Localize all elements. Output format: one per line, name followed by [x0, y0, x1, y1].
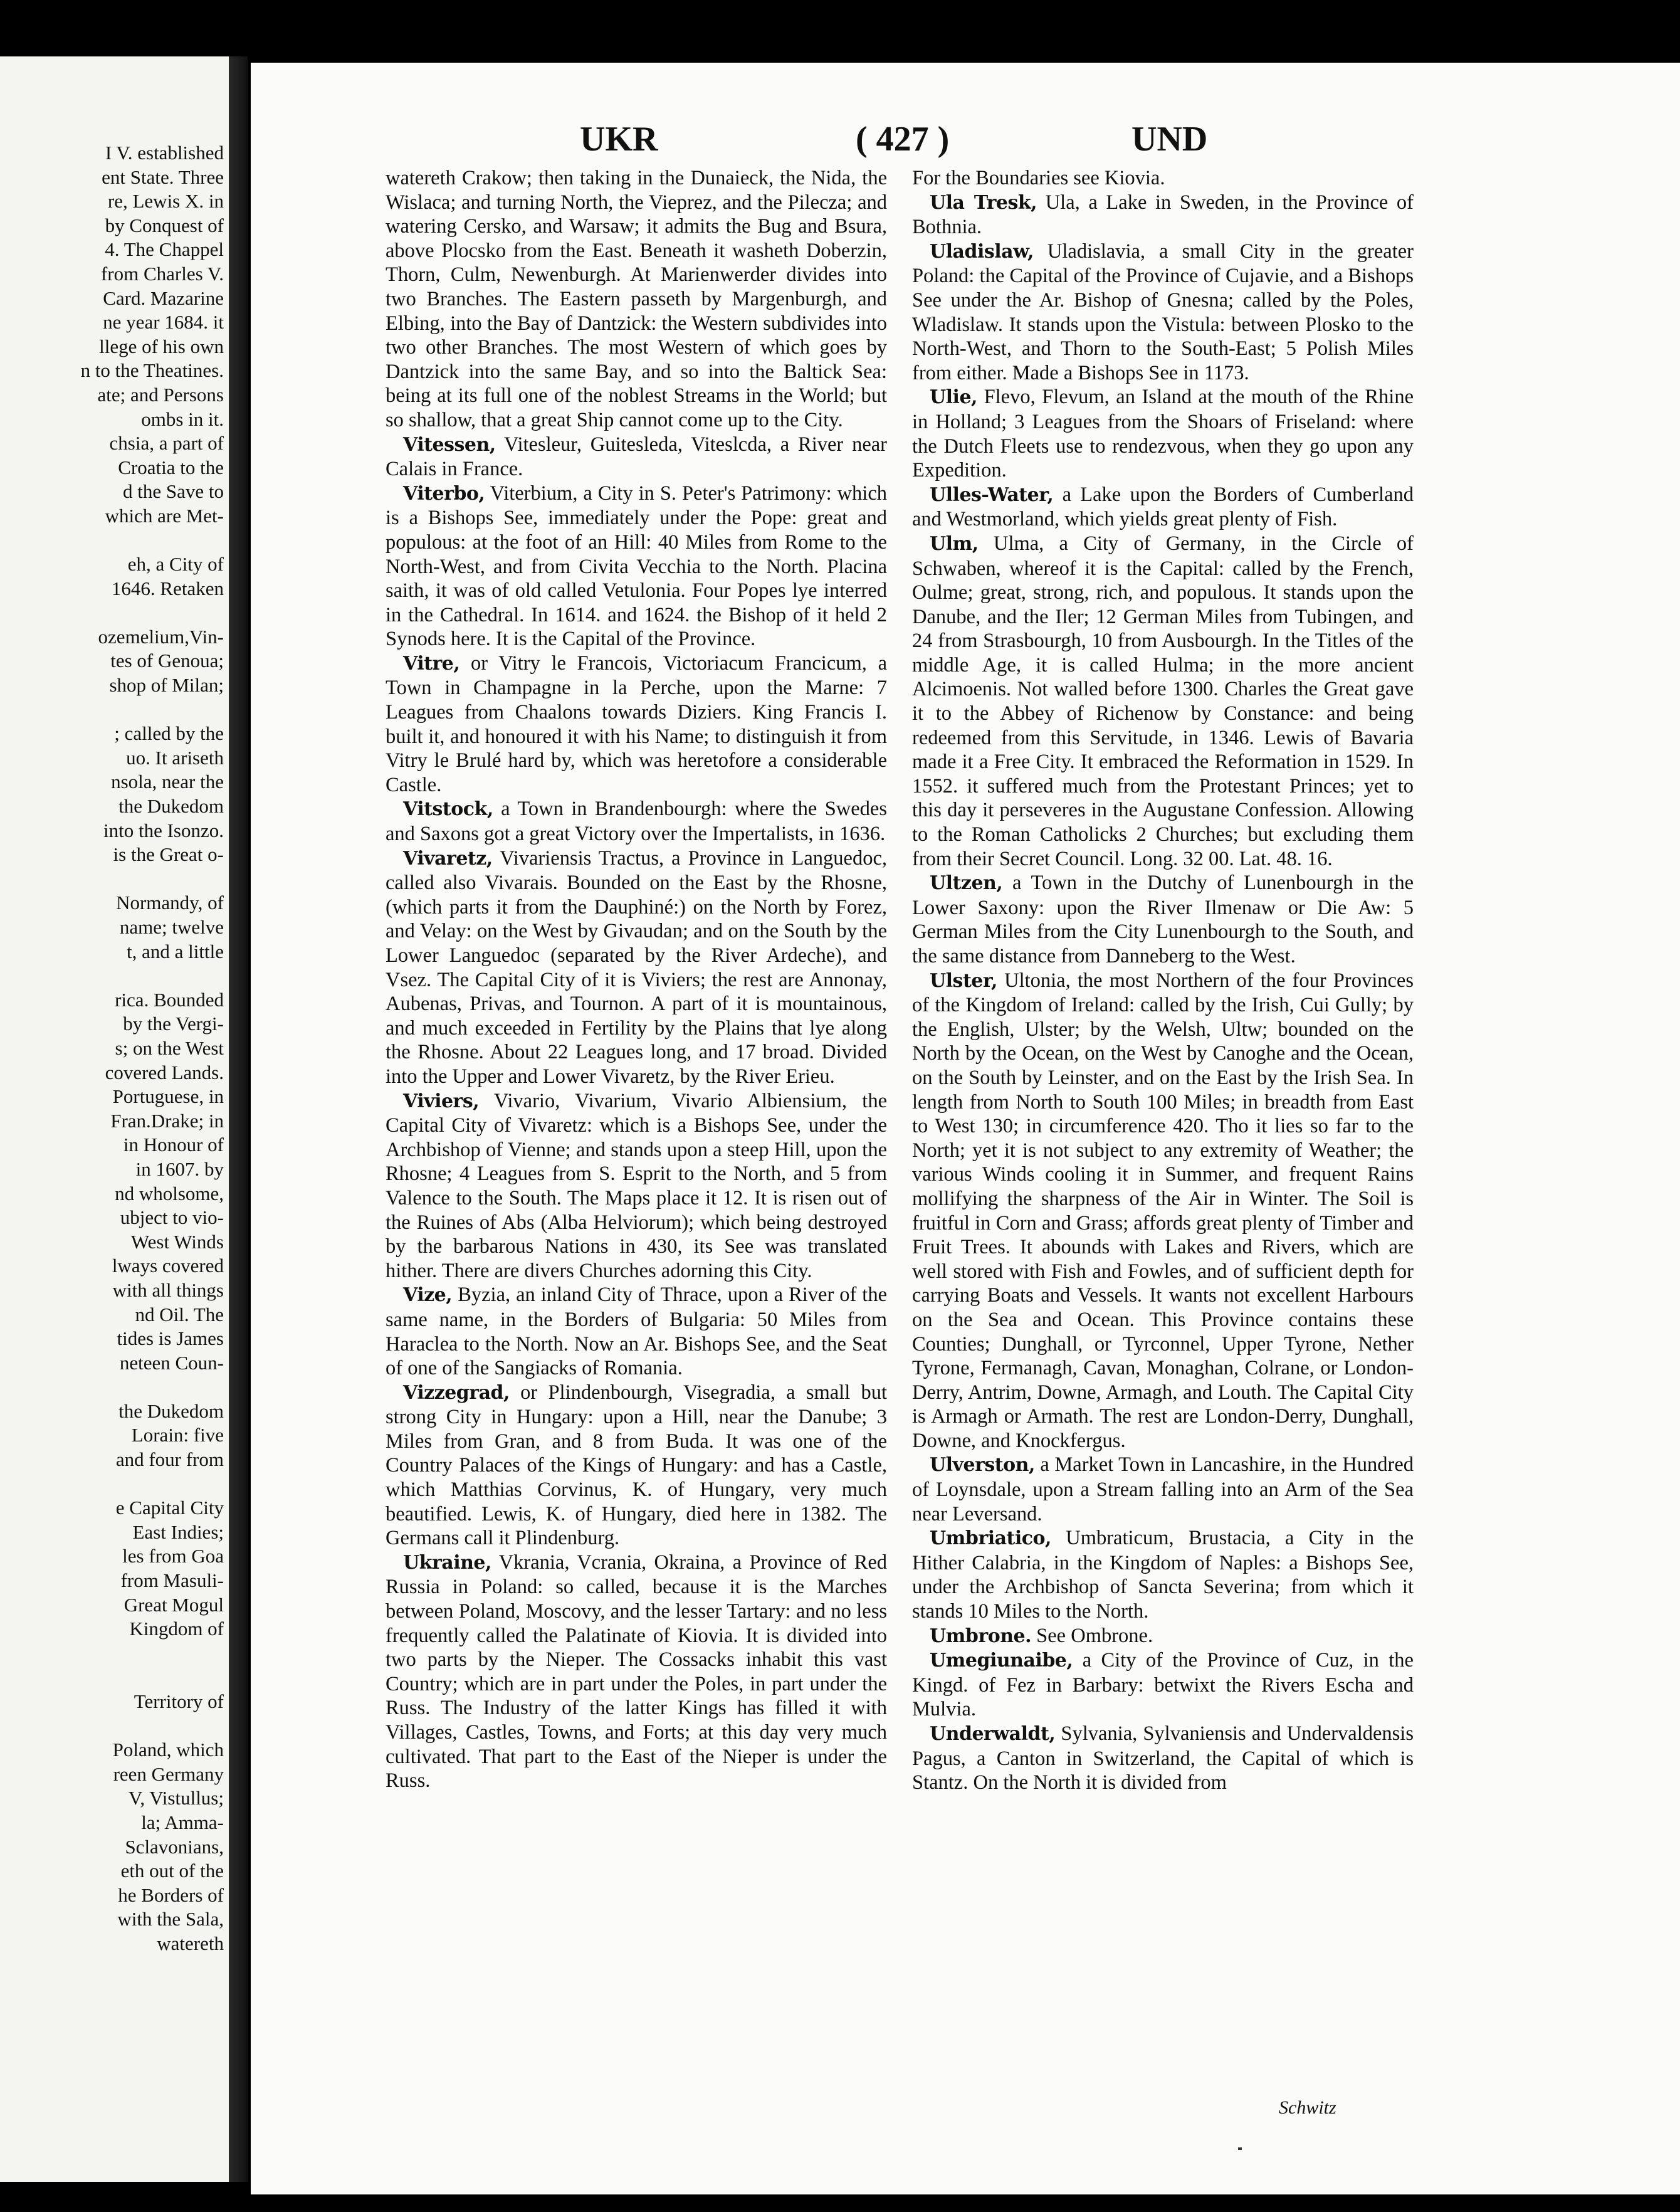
entry-headword: Umegiunaibe,	[930, 1650, 1073, 1672]
dictionary-entry	[912, 1648, 1414, 1722]
entry-text: Vivariensis Tractus, a Province in Languedoc, called also Vivarais. Bounded on the East by the Rhosne, (which parts it from the Dauphiné:) on the North by Forez, and Velay: on the West by Givaudan; and on the South by the Lower Languedoc (separated by the River Ardeche), and Vsez. The Capital City of it is Viviers; the rest are Annonay, Aubenas, Privas, and Tournon. A part of it is mountainous, and much exceeded in Fertility by the Plains that lye along the Rhosne. About 22 Leagues long, and 17 broad. Divided into the Upper and Lower Vivaretz, by the River Erieu.	[386, 846, 887, 1088]
entry-text: Umbraticum, Brustacia, a City in the Hither Calabria, in the Kingdom of Naples: a Bishops See, under the Archbishop of Sancta Severina; from which it stands 10 Miles to the North.	[912, 1527, 1414, 1623]
facing-page-line	[8, 1665, 224, 1690]
facing-page-line: with all things	[112, 1278, 224, 1301]
facing-page-line: Kingdom of	[129, 1618, 224, 1640]
facing-page-line: n to the Theatines.	[80, 359, 224, 382]
facing-page-line	[8, 1472, 224, 1497]
facing-page-line: Territory of	[134, 1690, 224, 1712]
facing-page-line: rica. Bounded	[115, 988, 224, 1011]
running-head-left: UKR	[580, 120, 658, 159]
facing-page-line: from Charles V.	[100, 262, 224, 285]
dictionary-entry	[386, 433, 887, 482]
dictionary-entry	[386, 1283, 887, 1380]
entry-text: Uladislavia, a small City in the greater Poland: the Capital of the Province of Cujavie, and a Bishops See under the Ar. Bishop of Gnesna; called by the Poles, Wladislaw. It stands upon the Vistula: between Plosko to the North-West, and Thorn to the South-East; 5 Polish Miles from either. Made a Bishops See in 1173.	[912, 240, 1414, 384]
entry-text: a Market Town in Lancashire, in the Hundred of Loynsdale, upon a Stream falling into an Arm of the Sea near Leversand.	[912, 1453, 1414, 1525]
entry-headword: Underwaldt,	[930, 1723, 1056, 1745]
text-column-left	[386, 166, 887, 1793]
facing-page-line: lways covered	[112, 1255, 224, 1277]
dictionary-entry	[912, 385, 1414, 482]
entry-text: Vitesleur, Guitesleda, Viteslcda, a River near Calais in France.	[386, 433, 887, 481]
dictionary-entry	[912, 532, 1414, 871]
facing-page-line: Portuguese, in	[112, 1085, 224, 1108]
dictionary-entry	[386, 797, 887, 846]
running-head-right: UND	[1131, 120, 1208, 159]
facing-page-line: eth out of the	[120, 1860, 224, 1882]
entry-headword: Uladislaw,	[930, 240, 1034, 263]
facing-page-line: nd wholsome,	[115, 1182, 224, 1204]
facing-page-fragment	[0, 56, 229, 2182]
facing-page-line: les from Goa	[122, 1545, 224, 1567]
facing-page-line: Card. Mazarine	[103, 287, 224, 309]
facing-page-line: Great Mogul	[123, 1593, 224, 1616]
facing-page-line	[8, 601, 224, 625]
facing-page-line: tides is James	[117, 1327, 224, 1350]
facing-page-line: he Borders of	[118, 1883, 224, 1906]
facing-page-line: into the Isonzo.	[103, 819, 224, 841]
facing-page-line: ozemelium,Vin-	[98, 625, 224, 648]
facing-page-line: with the Sala,	[117, 1908, 224, 1930]
running-header	[251, 119, 1680, 169]
dictionary-entry	[912, 191, 1414, 240]
facing-page-line: Croatia to the	[118, 456, 224, 478]
entry-text: Byzia, an inland City of Thrace, upon a River of the same name, in the Borders of Bulgaria: 50 Miles from Haraclea to the North. Now an Ar. Bishops See, and the Seat of one of the Sangiacks of Romania.	[386, 1283, 887, 1380]
facing-page-line: neteen Coun-	[119, 1351, 224, 1374]
catchword: Schwitz	[1279, 2097, 1336, 2118]
facing-page-line: e Capital City	[115, 1497, 224, 1519]
facing-page-line: Normandy, of	[116, 892, 224, 914]
entry-text: See Ombrone.	[1031, 1624, 1153, 1647]
facing-page-line: d the Save to	[123, 480, 224, 503]
dictionary-entry	[912, 1453, 1414, 1526]
facing-page-line: ent State. Three	[102, 166, 224, 188]
entry-headword: Ula Tresk,	[930, 191, 1037, 214]
entry-text: Vkrania, Vcrania, Okraina, a Province of Red Russia in Poland: so called, because it is the Marches between Poland, Moscovy, and the lesser Tartary: and no less frequently called the Palatinate of Kiovia. It is divided into two parts by the Nieper. The Cossacks inhabit this vast Country; which are in part under the Poles, in part under the Russ. The Industry of the latter Kings has filled it with Villages, Castles, Towns, and Forts; at this day very much cultivated. That part to the East of the Nieper is under the Russ.	[386, 1551, 887, 1793]
facing-page-line: East Indies;	[132, 1520, 224, 1543]
entry-headword: Ultzen,	[930, 872, 1003, 895]
entry-headword: Vizzegrad,	[403, 1381, 510, 1404]
text-column-right	[912, 166, 1414, 1795]
dictionary-entry	[912, 1624, 1414, 1649]
entry-text: a Lake upon the Borders of Cumberland and Westmorland, which yields great plenty of Fish.	[912, 483, 1414, 531]
dictionary-entry	[386, 1381, 887, 1551]
dictionary-entry	[386, 1551, 887, 1793]
entry-headword: Vitre,	[403, 652, 460, 675]
facing-page-line: name; twelve	[119, 916, 224, 938]
entry-headword: Viviers,	[403, 1090, 480, 1112]
entry-headword: Ulverston,	[930, 1454, 1035, 1477]
facing-page-line: ne year 1684. it	[103, 311, 224, 334]
book-page	[251, 63, 1680, 2194]
dictionary-entry	[386, 482, 887, 651]
facing-page-line: the Dukedom	[118, 795, 224, 818]
facing-page-line: is the Great o-	[113, 843, 224, 866]
book-gutter	[229, 56, 248, 2182]
page-number: ( 427 )	[856, 120, 950, 159]
entry-text: Sylvania, Sylvaniensis and Undervaldensis Pagus, a Canton in Switzerland, the Capital of which is Stantz. On the North it is divided from	[912, 1722, 1414, 1794]
entry-headword: Ulster,	[930, 969, 997, 992]
dictionary-entry	[912, 1722, 1414, 1795]
facing-page-line	[8, 1714, 224, 1739]
entry-text: a Town in the Dutchy of Lunenbourgh in the Lower Saxony: upon the River Ilmenaw or Die Aw: 5 German Miles from the City Lunenbourgh to the South, and the same distance from Danneberg to the West.	[912, 872, 1414, 967]
dictionary-entry	[912, 871, 1414, 968]
entry-headword: Vize,	[403, 1284, 453, 1307]
ink-speck	[1238, 2147, 1242, 2150]
facing-page-line: by the Vergi-	[123, 1013, 224, 1035]
facing-page-line	[8, 964, 224, 988]
facing-page-line: t, and a little	[127, 940, 224, 962]
facing-page-line: uo. It ariseth	[126, 746, 224, 769]
facing-page-line: la; Amma-	[141, 1811, 224, 1833]
facing-page-line: the Dukedom	[118, 1399, 224, 1422]
facing-page-line: ubject to vio-	[120, 1206, 224, 1229]
entry-text: Flevo, Flevum, an Island at the mouth of the Rhine in Holland; 3 Leagues from the Shoars of Friseland: where the Dutch Fleets use to rendezvous, when they go upon any Expedition.	[912, 386, 1414, 482]
facing-page-line: and four from	[115, 1448, 224, 1471]
facing-page-line: covered Lands.	[105, 1061, 224, 1083]
dictionary-entry	[386, 166, 887, 433]
facing-page-line: V, Vistullus;	[128, 1787, 224, 1809]
entry-headword: Ulm,	[930, 532, 979, 555]
entry-headword: Viterbo,	[403, 482, 485, 505]
entry-text: Ulma, a City of Germany, in the Circle of Schwaben, whereof it is the Capital: called by the French, Oulme; great, strong, rich, and populous. It stands upon the Danube, and the Iler; 12 German Miles from Tubingen, and 24 from Strasbourgh, 10 from Ausbourgh. In the Titles of the middle Age, it is called Hulma; in the more ancient Alcimoenis. Not walled before 1300. Charles the Great gave it to the Abbey of Richenow by Constance: and being redeemed from this Servitude, in 1346. Lewis of Bavaria made it a Free City. It embraced the Reformation in 1529. In 1552. it suffered much from the Protestant Princes; yet to this day it perseveres in the Augustane Confession. Allowing to the Roman Catholicks 2 Churches; but excluding them from their Secret Council. Long. 32 00. Lat. 48. 16.	[912, 532, 1414, 870]
facing-page-line: ; called by the	[114, 722, 224, 745]
entry-text: For the Boundaries see Kiovia.	[912, 167, 1165, 189]
facing-page-line: nd Oil. The	[135, 1303, 224, 1325]
entry-text: a Town in Brandenbourgh: where the Swedes and Saxons got a great Victory over the Impertalists, in 1636.	[386, 798, 887, 846]
entry-text: Ultonia, the most Northern of the four Provinces of the Kingdom of Ireland: called by the Irish, Cui Gully; by the English, Ulster; by the Welsh, Ultw; bounded on the North by the Ocean, on the West by Canoghe and the Ocean, on the South by Leinster, and on the East by the Irish Sea. In length from North to South 100 Miles; in breadth from East to West 130; in circumference 420. Tho it lies so far to the North; yet it is not subject to any extremity of Weather; the various Winds cooling it in Summer, and frequent Rains mollifying the sharpness of the Air in Winter. The Soil is fruitful in Corn and Grass; affords great plenty of Timber and Fruit Trees. It abounds with Lakes and Rivers, which are well stored with Fish and Fowles, and of sufficient depth for carrying Boats and Vessels. It wants not excellent Harbours on the Sea and Ocean. This Province contains these Counties; Dunghall, or Tyrconnel, Upper Tyrone, Nether Tyrone, Fermanagh, Cavan, Monaghan, Colrane, or London-Derry, Antrim, Downe, Armagh, and Louth. The Capital City is Armagh or Armath. The rest are London-Derry, Dunghall, Downe, and Knockfergus.	[912, 969, 1414, 1452]
entry-headword: Vitstock,	[403, 798, 493, 821]
facing-page-line: chsia, a part of	[109, 432, 224, 455]
entry-headword: Vivaretz,	[403, 847, 493, 870]
entry-headword: Vitessen,	[403, 433, 496, 456]
facing-page-line	[8, 1375, 224, 1399]
facing-page-line: ombs in it.	[141, 408, 224, 430]
facing-page-line: I V. established	[105, 142, 224, 164]
entry-headword: Ulles-Water,	[930, 483, 1054, 506]
dictionary-entry	[386, 846, 887, 1089]
entry-text: Viterbium, a City in S. Peter's Patrimony: which is a Bishops See, immediately under the Pope: great and populous: at the foot of an Hill: 40 Miles from Rome to the North-West, and from Civita Vecchia to the North. Placina saith, it was of old called Vetulonia. Four Popes lye interred in the Cathedral. In 1614. and 1624. the Bishop of it held 2 Synods here. It is the Capital of the Province.	[386, 482, 887, 651]
dictionary-entry	[912, 969, 1414, 1453]
facing-page-line: tes of Genoua;	[110, 650, 224, 672]
facing-page-line: ate; and Persons	[97, 383, 224, 406]
entry-headword: Ulie,	[930, 386, 977, 409]
facing-page-line	[8, 1641, 224, 1666]
facing-page-line: Sclavonians,	[125, 1835, 224, 1858]
facing-page-line: Lorain: five	[131, 1424, 224, 1446]
facing-page-line	[8, 698, 224, 722]
facing-page-column	[8, 141, 224, 1956]
entry-text: a City of the Province of Cuz, in the Kingd. of Fez in Barbary: betwixt the Rivers Escha and Mulvia.	[912, 1649, 1414, 1721]
facing-page-line: by Conquest of	[105, 214, 224, 236]
dictionary-entry	[912, 240, 1414, 386]
entry-headword: Umbrone.	[930, 1625, 1032, 1647]
facing-page-line: s; on the West	[115, 1036, 224, 1059]
facing-page-line: from Masuli-	[120, 1569, 224, 1592]
facing-page-line: eh, a City of	[127, 553, 224, 576]
facing-page-line: in Honour of	[123, 1134, 224, 1156]
dictionary-entry	[912, 1526, 1414, 1623]
entry-headword: Umbriatico,	[930, 1527, 1051, 1550]
facing-page-line: in 1607. by	[135, 1157, 224, 1180]
facing-page-line: 4. The Chappel	[105, 238, 224, 261]
facing-page-line: which are Met-	[105, 504, 224, 527]
entry-text: Vivario, Vivarium, Vivario Albiensium, the Capital City of Vivaretz: which is a Bishops See, under the Archbishop of Vienne; and stands upon a steep Hill, upon the Rhosne; 4 Leagues from S. Esprit to the North, and 5 from Valence to the South. The Maps place it 12. It is risen out of the Ruines of Abs (Alba Helviorum); which being destroyed by the barbarous Nations in 430, its See was translated hither. There are divers Churches adorning this City.	[386, 1089, 887, 1282]
facing-page-line: West Winds	[130, 1230, 224, 1253]
facing-page-line	[8, 529, 224, 553]
facing-page-line: llege of his own	[99, 335, 224, 357]
dictionary-entry	[912, 483, 1414, 532]
facing-page-line: Fran.Drake; in	[110, 1109, 224, 1132]
facing-page-line: re, Lewis X. in	[107, 190, 224, 213]
entry-text: or Plindenbourgh, Visegradia, a small but strong City in Hungary: upon a Hill, near the Danube; 3 Miles from Gran, and 8 from Buda. It was one of the Country Palaces of the Kings of Hungary: and has a Castle, which Matthias Corvinus, K. of Hungary, very much beautified. Lewis, K. of Hungary, died here in 1382. The Germans call it Plindenburg.	[386, 1381, 887, 1550]
facing-page-line: Poland, which	[112, 1739, 224, 1761]
dictionary-entry	[912, 166, 1414, 191]
entry-text: or Vitry le Francois, Victoriacum Francicum, a Town in Champagne in la Perche, upon the Marne: 7 Leagues from Chaalons towards Diziers. King Francis I. built it, and honoured it with his Name; to distinguish it from Vitry le Brulé hard by, which was heretofore a considerable Castle.	[386, 651, 887, 796]
facing-page-line	[8, 867, 224, 892]
dictionary-entry	[386, 1089, 887, 1283]
entry-headword: Ukraine,	[403, 1551, 491, 1574]
facing-page-line: reen Germany	[113, 1762, 224, 1785]
facing-page-line: 1646. Retaken	[111, 577, 224, 599]
facing-page-line: shop of Milan;	[109, 674, 224, 697]
dictionary-entry	[386, 651, 887, 798]
facing-page-line: watereth	[157, 1932, 224, 1954]
entry-text: watereth Crakow; then taking in the Dunaieck, the Nida, the Wislaca; and turning North, the Vieprez, and the Pilecza; and watering Cersko, and Warsaw; it admits the Bug and Bsura, above Plocsko from the East. Beneath it washeth Doberzin, Thorn, Culm, Newenburgh. At Marienwerder divides into two Branches. The Eastern passeth by Margenburgh, and Elbing, into the Bay of Dantzick: the Western subdivides into two other Branches. The most Western of which goes by Dantzick into the same Bay, and so into the Baltick Sea: being at its full one of the noblest Streams in the World; but so shallow, that a great Ship cannot come up to the City.	[386, 167, 887, 431]
entry-text: Ula, a Lake in Sweden, in the Province of Bothnia.	[912, 191, 1414, 239]
facing-page-line: nsola, near the	[111, 771, 224, 793]
